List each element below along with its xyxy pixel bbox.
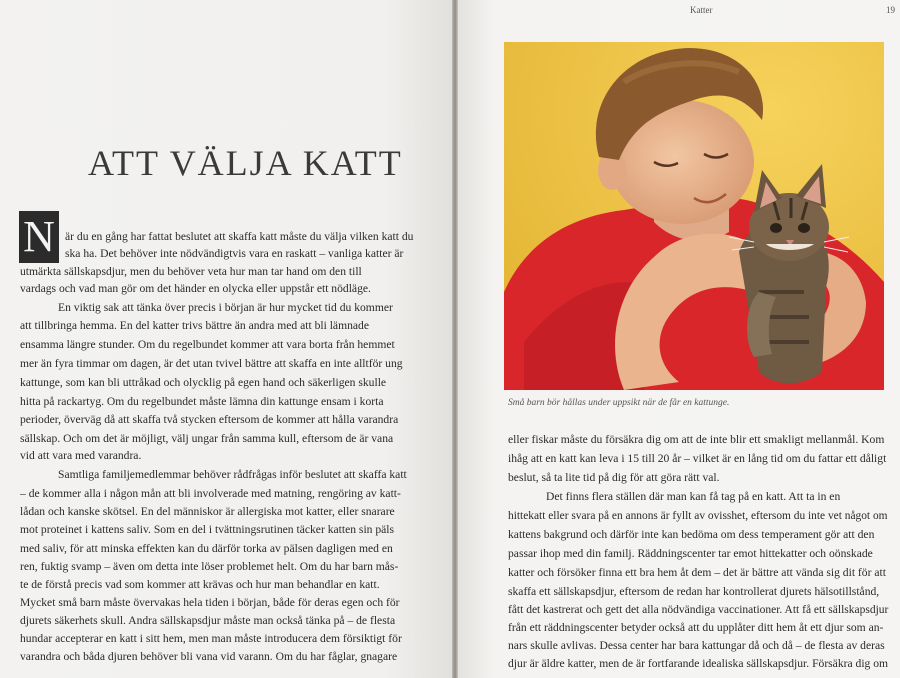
body-line: fått det kastrerat och gett det alla nödvändiga vaccinationer. Att få ett sällskapsdjur — [508, 603, 889, 616]
body-line: djurets säkerhets skull. Andra sällskapsdjur måste man också tänka på – de flesta — [20, 614, 396, 627]
body-line: Det finns flera ställen där man kan få tag på en katt. Att ta in en — [546, 490, 841, 503]
body-line: beslut, så ta lite tid på dig för att göra rätt val. — [508, 471, 720, 484]
photo-caption: Små barn bör hållas under uppsikt när de får en kattunge. — [508, 398, 730, 408]
body-line: hitta på rackartyg. Om du regelbundet måste lämna din kattunge ensam i korta — [20, 395, 384, 408]
running-head: Katter — [690, 5, 713, 15]
body-line: te de förstå precis vad som kommer att krävas och hur man behandlar en katt. — [20, 578, 380, 591]
body-line: skaffa ett sällskapsdjur, eftersom de redan har kontrollerat djurets hälsotillstånd, — [508, 585, 880, 598]
body-line: katter och försöker finna ett bra hem åt dem – det är bättre att vända sig dit för att — [508, 566, 886, 579]
body-line: med saliv, för att minska effekten kan du därför torka av pälsen dagligen med en — [20, 542, 393, 555]
right-page — [458, 0, 900, 678]
body-line: hittekatt eller svara på en annons är fyllt av ovisshet, eftersom du inte vet något om — [508, 509, 888, 522]
body-line: kattens bakgrund och därför inte kan bedöma om dess temperament gör att den — [508, 528, 875, 541]
body-line: passar ihop med din familj. Räddningscenter tar emot hittekatter och oönskade — [508, 547, 873, 560]
body-line: varandra och båda djuren behöver bli vana vid varann. Om du har fåglar, gnagare — [20, 650, 398, 663]
body-line: En viktig sak att tänka över precis i början är hur mycket tid du kommer — [58, 301, 393, 314]
body-line: utmärkta sällskapsdjur, men du behöver veta hur man tar hand om den till — [20, 265, 362, 278]
drop-cap: N — [19, 211, 59, 263]
body-line: mer än fyra timmar om dagen, är det utan tvivel bättre att skaffa en inte alltför ung — [20, 357, 403, 370]
page-number: 19 — [886, 5, 895, 15]
body-line: ska ha. Det behöver inte nödvändigtvis vara en raskatt – vanliga katter är — [65, 247, 404, 260]
body-line: djur är äldre katter, men de är fortfarande idealiska sällskapsdjur. Försäkra dig om — [508, 657, 889, 670]
photo-boy-with-kitten — [504, 42, 884, 390]
body-line: att tillbringa hemma. En del katter trivs bättre än andra med att bli lämnade — [20, 319, 369, 332]
body-line: eller fiskar måste du försäkra dig om att de inte blir ett smakligt mellanmål. Kom — [508, 433, 885, 446]
body-line: kattunge, som kan bli uttråkad och olycklig på egen hand och säkerligen skulle — [20, 376, 387, 389]
body-line: från ett räddningscenter betyder också att du upplåter ditt hem åt ett djur som an- — [508, 621, 884, 634]
body-line: vardags och vad man gör om det händer en olycka eller uppstår ett nödläge. — [20, 282, 371, 295]
body-line: är du en gång har fattat beslutet att skaffa katt måste du välja vilken katt du — [65, 230, 414, 243]
body-line: ensamma längre stunder. Om du regelbundet kommer att vara borta från hemmet — [20, 338, 395, 351]
body-line: perioder, överväg då att skaffa två stycken eftersom de kommer att hålla varandra — [20, 413, 399, 426]
body-line: lådan och kanske skötsel. En del människor är allergiska mot katter, eller snarare — [20, 505, 395, 518]
body-line: – de kommer alla i någon mån att bli involverade med matning, rengöring av katt- — [20, 487, 401, 500]
body-line: Samtliga familjemedlemmar behöver rådfrågas inför beslutet att skaffa katt — [58, 468, 407, 481]
page-title: ATT VÄLJA KATT — [88, 143, 403, 183]
body-line: nars skulle avlivas. Dessa center har bara kattungar då och då – de flesta av deras — [508, 639, 885, 652]
photo-illustration — [504, 42, 884, 390]
body-line: mot proteinet i kattens saliv. Som en del i tvättningsrutinen täcker katten sin päls — [20, 523, 395, 536]
body-line: Mycket små barn måste övervakas hela tiden i början, både för deras egen och för — [20, 596, 400, 609]
body-line: ren, fuktig svamp – även om detta inte löser problemet helt. Om du har barn mås- — [20, 560, 399, 573]
body-line: sällskap. Och om det är möjligt, välj ungar från samma kull, eftersom de är vana — [20, 432, 394, 445]
body-line: ihåg att en katt kan leva i 15 till 20 år – vilket är en lång tid om du fattar ett dåligt — [508, 452, 887, 465]
body-line: vid att vara med varandra. — [20, 449, 142, 462]
body-line: hundar accepterar en katt i sitt hem, men man måste introducera dem försiktigt för — [20, 632, 402, 645]
